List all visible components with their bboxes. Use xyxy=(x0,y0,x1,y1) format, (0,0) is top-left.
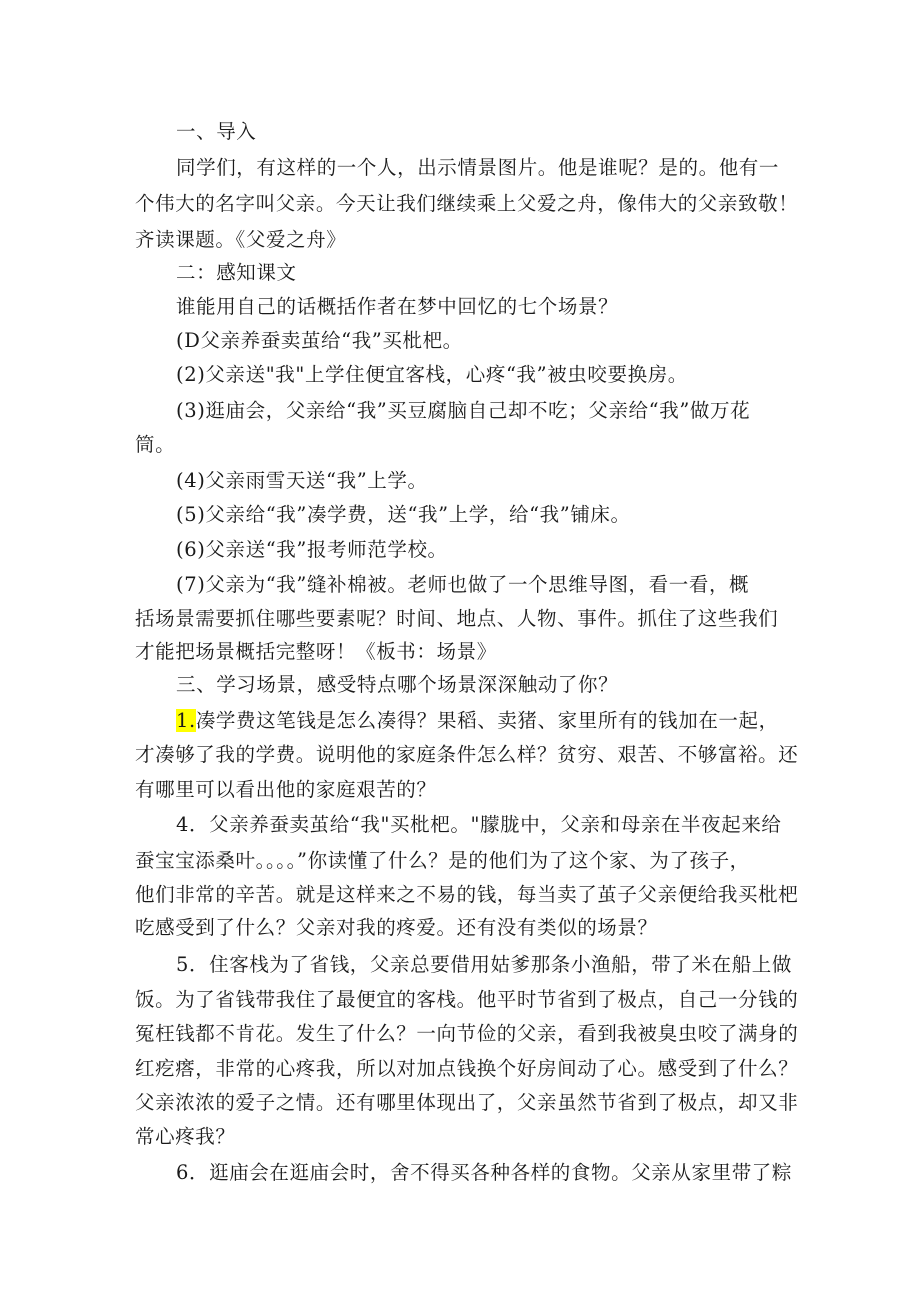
heading-perceive: 二：感知课文 xyxy=(176,261,297,284)
list-item: (3)逛庙会，父亲给“我”买豆腐脑自己却不吃；父亲给“我”做万花 xyxy=(176,399,751,422)
list-item: (6)父亲送“我”报考师范学校。 xyxy=(176,538,448,561)
text-line: 饭。为了省钱带我住了最便宜的客栈。他平时节省到了极点，自己一分钱的 xyxy=(135,988,799,1011)
text-line: 冤枉钱都不肯花。发生了什么？一向节俭的父亲，看到我被臭虫咬了满身的 xyxy=(135,1022,799,1045)
text-line: 有哪里可以看出他的家庭艰苦的？ xyxy=(135,778,437,801)
text-line: 5．住客栈为了省钱，父亲总要借用姑爹那条小渔船，带了米在船上做 xyxy=(176,953,793,976)
text-line: 才能把场景概括完整呀！《板书：场景》 xyxy=(135,640,497,663)
list-item: (4)父亲雨雪天送“我”上学。 xyxy=(176,469,428,492)
text-line: 谁能用自己的话概括作者在梦中回忆的七个场景？ xyxy=(176,295,619,318)
text-span: 凑学费这笔钱是怎么凑得？果稻、卖猪、家里所有的钱加在一起， xyxy=(195,709,779,732)
text-line xyxy=(176,706,779,736)
text-line: 个伟大的名字叫父亲。今天让我们继续乘上父爱之舟，像伟大的父亲致敬！ xyxy=(135,192,799,215)
list-item: (7)父亲为“我”缝补棉被。老师也做了一个思维导图，看一看，概 xyxy=(176,573,750,596)
text-line: 父亲浓浓的爱子之情。还有哪里体现出了，父亲虽然节省到了极点，却又非 xyxy=(135,1091,799,1114)
heading-intro: 一、导入 xyxy=(176,120,257,143)
list-item: (2)父亲送"我"上学住便宜客栈，心疼“我”被虫咬要换房。 xyxy=(176,363,688,386)
text-line: 常心疼我？ xyxy=(135,1125,236,1148)
text-line: 齐读课题。《父爱之舟》 xyxy=(135,228,347,251)
text-line: 他们非常的辛苦。就是这样来之不易的钱，每当卖了茧子父亲便给我买枇杷 xyxy=(135,883,799,906)
heading-scenes: 三、学习场景，感受特点哪个场景深深触动了你？ xyxy=(176,673,619,696)
text-line: 红疙瘩，非常的心疼我，所以对加点钱换个好房间动了心。感受到了什么？ xyxy=(135,1057,799,1080)
list-item: (D父亲养蚕卖茧给“我”买枇杷。 xyxy=(176,329,463,352)
highlighted-number: 1. xyxy=(176,709,196,732)
text-line: 筒。 xyxy=(135,433,176,456)
text-line: 括场景需要抓住哪些要素呢？时间、地点、人物、事件。抓住了这些我们 xyxy=(135,607,779,630)
list-item: (5)父亲给“我”凑学费，送“我”上学，给“我”铺床。 xyxy=(176,503,631,526)
text-line: 4．父亲养蚕卖茧给“我"买枇杷。"朦胧中，父亲和母亲在半夜起来给 xyxy=(176,813,782,836)
text-line: 同学们，有这样的一个人，出示情景图片。他是谁呢？是的。他有一 xyxy=(176,156,780,179)
text-line: 蚕宝宝添桑叶。。。。”你读懂了什么？是的他们为了这个家、为了孩子， xyxy=(135,849,750,872)
text-line: 吃感受到了什么？父亲对我的疼爱。还有没有类似的场景？ xyxy=(135,916,658,939)
text-line: 才凑够了我的学费。说明他的家庭条件怎么样？贫穷、艰苦、不够富裕。还 xyxy=(135,743,799,766)
text-line: 6．逛庙会在逛庙会时，舍不得买各种各样的食物。父亲从家里带了粽 xyxy=(176,1161,793,1184)
